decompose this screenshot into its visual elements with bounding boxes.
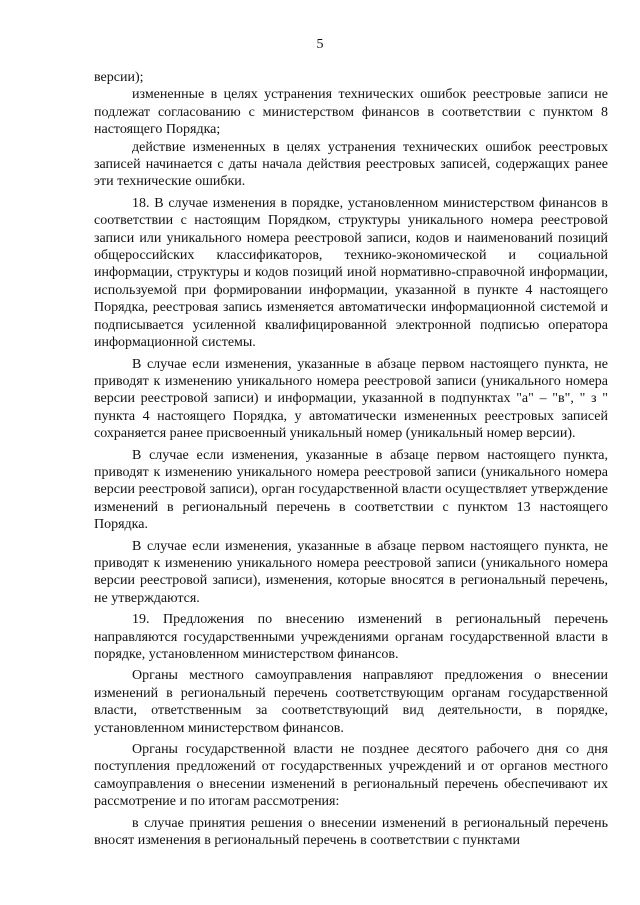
paragraph-item-18: 18. В случае изменения в порядке, установленном министерством финансов в соответствии с настоящим Порядком, структуры уникального номера реестровой записи или уникального номера реестровой записи, кодов и наименований позиций общероссийских классификаторов, технико-экономической и социальной информации, структуры и кодов позиций иной нормативно-справочной информации, используемой при формировании информации, указанной в пункте 4 настоящего Порядка, реестровая запись изменяется автоматически информационной системой и подписывается усиленной квалифицированной электронной подписью оператора информационной системы. (94, 195, 608, 351)
paragraph: Органы государственной власти не позднее десятого рабочего дня со дня поступления предложений от государственных учреждений и от органов местного самоуправления о внесении изменений в региональный перечень обеспечивают их рассмотрение и по итогам рассмотрения: (94, 742, 608, 810)
document-body (94, 69, 608, 849)
paragraph: Органы местного самоуправления направляют предложения о внесении изменений в региональный перечень соответствующим органам государственной власти, ответственным за соответствующий вид деятельности, в порядке, установленном министерством финансов. (94, 668, 608, 736)
paragraph: измененные в целях устранения технических ошибок реестровые записи не подлежат согласованию с министерством финансов в соответствии с пунктом 8 настоящего Порядка; (94, 87, 608, 138)
paragraph: В случае если изменения, указанные в абзаце первом настоящего пункта, приводят к изменению уникального номера реестровой записи (уникального номера версии реестровой записи), орган государственной власти осуществляет утверждение изменений в региональный перечень в соответствии с пунктом 13 настоящего Порядка. (94, 447, 608, 533)
paragraph: действие измененных в целях устранения технических ошибок реестровых записей начинается с даты начала действия реестровых записей, содержащих ранее эти технические ошибки. (94, 139, 608, 190)
page-number: 5 (316, 37, 324, 52)
paragraph: В случае если изменения, указанные в абзаце первом настоящего пункта, не приводят к изменению уникального номера реестровой записи (уникального номера версии реестровой записи) и информации, указанной в подпунктах "а" – "в", " з " пункта 4 настоящего Порядка, у автоматически измененных реестровых записей сохраняется ранее присвоенный уникальный номер (уникальный номер версии). (94, 356, 608, 442)
paragraph-item-19: 19. Предложения по внесению изменений в региональный перечень направляются государственными учреждениями органам государственной власти в порядке, установленном министерством финансов. (94, 612, 608, 662)
paragraph: в случае принятия решения о внесении изменений в региональный перечень вносят изменения в региональный перечень в соответствии с пунктами (94, 815, 608, 849)
paragraph: В случае если изменения, указанные в абзаце первом настоящего пункта, не приводят к изменению уникального номера реестровой записи (уникального номера версии реестровой записи), изменения, которые вносятся в региональный перечень, не утверждаются. (94, 538, 608, 606)
paragraph-continuation: версии); (94, 70, 144, 85)
